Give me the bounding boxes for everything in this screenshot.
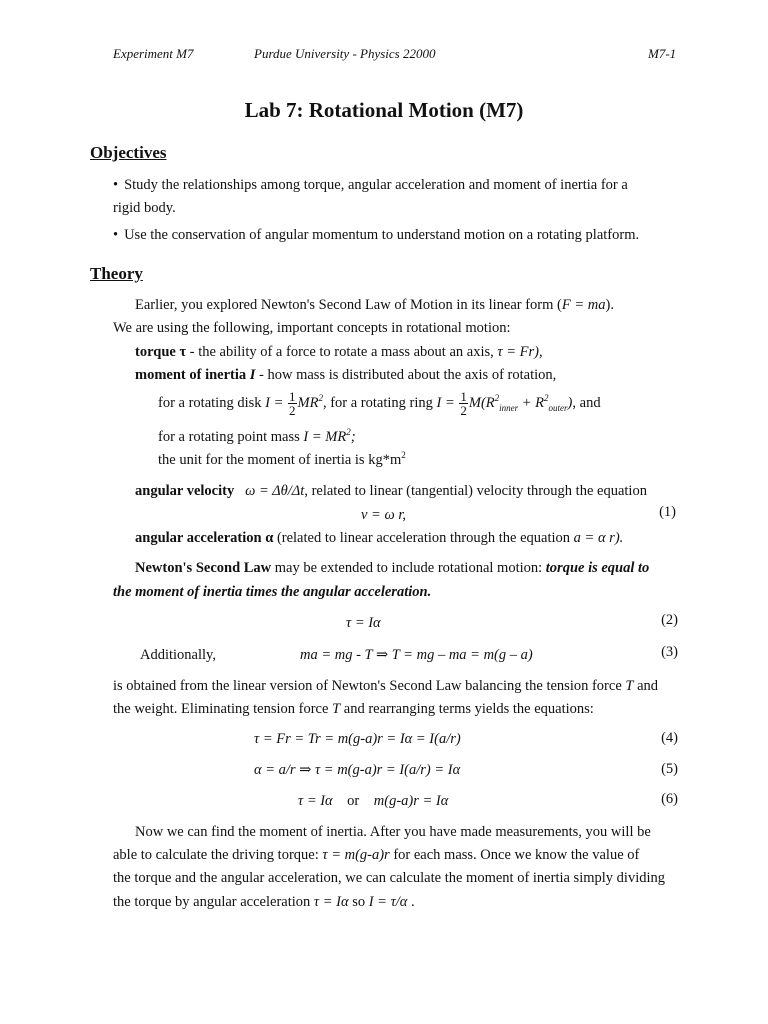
ring-text: , for a rotating ring [322, 395, 437, 411]
fraction-one-half: $\frac{1}{2}$ [460, 389, 467, 419]
moi-text: - how mass is distributed about the axis of rotation, [255, 367, 557, 383]
obtained-text: is obtained from the linear version of Newton's Second Law balancing the tension force [113, 678, 626, 694]
objective-1-text: Study the relationships among torque, angular acceleration and moment of inertia for a [124, 177, 628, 193]
header-course: Purdue University - Physics 22000 [254, 46, 436, 61]
equation-3-number: (3) [661, 644, 678, 660]
intro-formula: F = ma [561, 297, 606, 313]
bullet: • [113, 227, 119, 243]
angular-velocity-formula: ω = Δθ/Δt [245, 483, 305, 499]
torque-definition [135, 341, 543, 364]
equation-6-number: (6) [661, 791, 678, 807]
objective-2 [113, 224, 639, 247]
disk-formula-rest: $MR^2$ [297, 393, 323, 411]
equation-1: v = ω r, [361, 507, 406, 523]
final-text-end: for each mass. Once we know the value of [389, 847, 640, 863]
bullet: • [113, 177, 119, 193]
period: . [407, 894, 415, 910]
disk-text: for a rotating disk [158, 395, 266, 411]
page-title: Lab 7: Rotational Motion (M7) [244, 98, 524, 122]
angular-acceleration-definition [135, 527, 623, 550]
objectives-heading: Objectives [90, 143, 167, 162]
fraction-one-half: $\frac{1}{2}$ [289, 389, 296, 419]
torque-formula: τ = Fr), [497, 344, 543, 360]
point-mass-formula [158, 426, 356, 449]
theory-heading: Theory [90, 264, 143, 283]
inertia-formula: I = τ/α [368, 894, 408, 910]
eliminating-text: the weight. Eliminating tension force [113, 701, 333, 717]
equation-5-number: (5) [661, 761, 678, 777]
newton-law-text: may be extended to include rotational motion: [271, 560, 546, 576]
final-paragraph-line-2 [113, 844, 639, 867]
objective-1 [113, 174, 628, 197]
torque-formula: τ = Iα [313, 894, 349, 910]
header-page-number: M7-1 [648, 46, 677, 61]
newton-law-emphasis-continued: the moment of inertia times the angular acceleration. [113, 584, 432, 600]
intro-text: Earlier, you explored Newton's Second Law of Motion in its linear form ( [135, 297, 562, 313]
angular-acceleration-formula: a = α r). [573, 530, 624, 546]
obtained-line-1 [113, 675, 658, 698]
intro-text-end: ). [605, 297, 614, 313]
equation-5: α = a/r ⇒ τ = m(g-a)r = I(a/r) = Iα [254, 762, 461, 778]
newton-law-emphasis: torque is equal to [545, 560, 650, 576]
newton-law-label: Newton's Second Law [135, 560, 272, 576]
equation-3: ma = mg - T ⇒ T = mg – ma = m(g – a) [300, 647, 533, 663]
final-text: able to calculate the driving torque: [113, 847, 323, 863]
moi-label: moment of inertia [135, 367, 250, 383]
objective-2-text: Use the conservation of angular momentum to understand motion on a rotating platform. [124, 227, 640, 243]
equation-6-part-b: m(g-a)r = Iα [373, 793, 449, 809]
obtained-line-2 [113, 698, 594, 721]
equation-4-number: (4) [661, 730, 678, 746]
equation-1-number: (1) [659, 504, 676, 520]
final-text: the torque by angular acceleration [113, 894, 314, 910]
theory-intro [135, 294, 614, 317]
newton-law-line [135, 557, 649, 580]
equation-4: τ = Fr = Tr = m(g-a)r = Iα = I(a/r) [254, 731, 461, 747]
angular-acceleration-text: (related to linear acceleration through the equation [273, 530, 574, 546]
concepts-line: We are using the following, important concepts in rotational motion: [113, 320, 511, 336]
driving-torque-formula: τ = m(g-a)r [322, 847, 390, 863]
final-paragraph-line-4 [113, 891, 415, 914]
so-text: so [348, 894, 369, 910]
equation-6-or: or [347, 793, 360, 809]
angular-acceleration-label: angular acceleration α [135, 530, 274, 546]
additionally-text: Additionally, [140, 647, 216, 663]
disk-formula: I = [265, 395, 284, 411]
and-text: , and [572, 395, 601, 411]
point-mass-text: for a rotating point mass [158, 429, 304, 445]
equation-2: τ = Iα [346, 615, 381, 631]
angular-velocity-label: angular velocity [135, 483, 235, 499]
disk-ring-formulas [158, 388, 601, 418]
ring-formula-rest: $M(R^2_{inner} + R^2_{outer})$ [468, 393, 573, 413]
moi-variable: I [249, 367, 256, 383]
angular-velocity-definition [135, 480, 647, 503]
point-mass-eq: $I = MR^2$; [303, 427, 356, 445]
equation-2-number: (2) [661, 612, 678, 628]
tension-variable: T [332, 701, 341, 717]
tension-variable: T [625, 678, 634, 694]
unit-text: the unit for the moment of inertia is kg*m [158, 452, 402, 468]
moi-definition [135, 364, 556, 387]
ring-formula: I = [436, 395, 455, 411]
header-experiment: Experiment M7 [113, 46, 194, 61]
final-paragraph-line-3: the torque and the angular acceleration, we can calculate the moment of inertia simply dividing [113, 870, 665, 886]
angular-velocity-text: , related to linear (tangential) velocity through the equation [304, 483, 647, 499]
torque-label: torque τ [135, 344, 187, 360]
equation-6-part-a: τ = Iα [298, 793, 333, 809]
objective-1-continued: rigid body. [113, 200, 176, 216]
equation-6 [298, 790, 448, 813]
final-paragraph-line-1: Now we can find the moment of inertia. After you have made measurements, you will be [135, 824, 651, 840]
torque-text: - the ability of a force to rotate a mass about an axis, [186, 344, 498, 360]
moi-unit: the unit for the moment of inertia is $kg*m^2$ [158, 450, 406, 468]
eliminating-text-end: and rearranging terms yields the equations: [340, 701, 594, 717]
obtained-text-end: and [633, 678, 659, 694]
